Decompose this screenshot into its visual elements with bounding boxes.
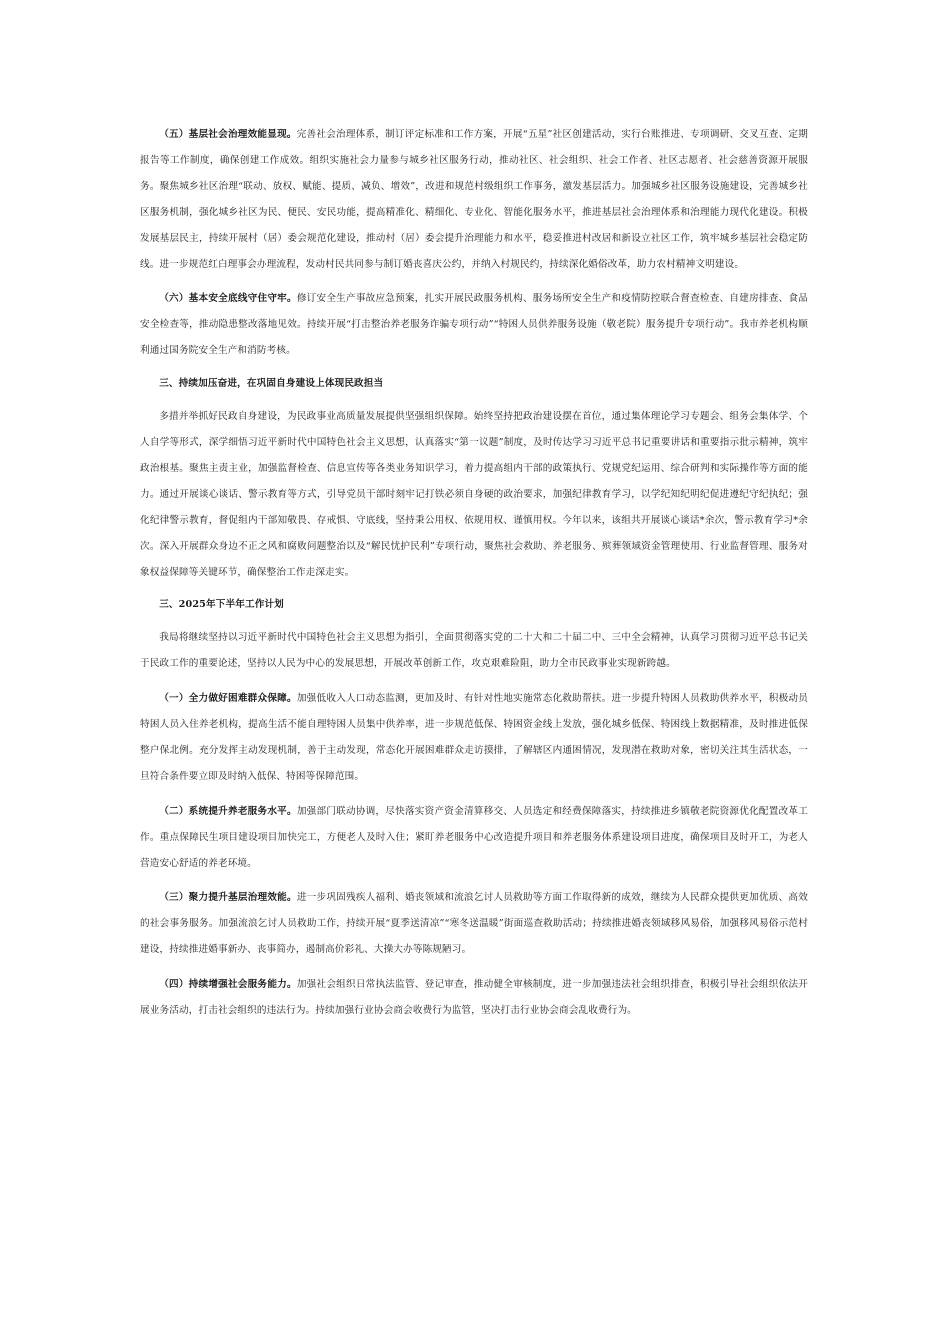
section-heading-self-building: 三、持续加压奋进，在巩固自身建设上体现民政担当 (159, 378, 384, 390)
paragraph-lead: （四）持续增强社会服务能力。 (159, 979, 297, 991)
paragraph-elderly-care (140, 799, 808, 877)
paragraph-grassroots-efficiency (140, 885, 808, 963)
paragraph-grassroots-governance (140, 122, 808, 277)
paragraph-lead: （三）聚力提升基层治理效能。 (159, 892, 297, 904)
paragraph-body: 我局将继续坚持以习近平新时代中国特色社会主义思想为指引，全面贯彻落实党的二十大和二十届二中、三中全会精神，认真学习贯彻习近平总书记关于民政工作的重要论述，坚持以人民为中心的发展思想，开展改革创新工作，攻克艰难险阻，助力全市民政事业实现新跨越。 (140, 632, 808, 670)
paragraph-body: 多措并举抓好民政自身建设，为民政事业高质量发展提供坚强组织保障。始终坚持把政治建设摆在首位，通过集体理论学习专题会、组务会集体学、个人自学等形式，深学细悟习近平新时代中国特色社会主义思想，认真落实“第一议题”制度，及时传达学习习近平总书记重要讲话和重要指示批示精神，筑牢政治根基。聚焦主责主业，加强监督检查、信息宣传等各类业务知识学习，着力提高组内干部的政策执行、党规党纪运用、综合研判和实际操作等方面的能力。通过开展谈心谈话、警示教育等方式，引导党员干部时刻牢记打铁必须自身硬的政治要求，加强纪律教育学习，以学纪知纪明纪促进遵纪守纪执纪；强化纪律警示教育，督促组内干部知敬畏、存戒惧、守底线，坚持秉公用权、依规用权、谨慎用权。今年以来，该组共开展谈心谈话*余次，警示教育学习*余次。深入开展群众身边不正之风和腐败问题整治以及“解民忧护民利”专项行动，聚焦社会救助、养老服务、殡葬领域资金管理使用、行业监督管理、服务对象权益保障等关键环节，确保整治工作走深走实。 (140, 411, 808, 578)
paragraph-needy-groups (140, 686, 808, 790)
paragraph-safety-bottom-line (140, 286, 808, 364)
paragraph-work-plan-intro (140, 625, 808, 677)
paragraph-body: 加强部门联动协调，尽快落实资产资金清算移交、人员选定和经费保障落实，持续推进乡镇敬老院资源优化配置改革工作。重点保障民生项目建设项目加快完工，方便老人及时入住；紧盯养老服务中心改造提升项目和养老服务体系建设项目进度，确保项目及时开工，为老人营造安心舒适的养老环境。 (140, 805, 808, 869)
paragraph-body: 进一步巩固残疾人福利、婚丧领域和流浪乞讨人员救助等方面工作取得新的成效，继续为人民群众提供更加优质、高效的社会事务服务。加强流浪乞讨人员救助工作，持续开展“夏季送清凉”“寒冬送温暖”街面巡查救助活动；持续推进婚丧领域移风易俗，加强移风易俗示范村建设，持续推进婚事新办、丧事简办，遏制高价彩礼、大操大办等陈规陋习。 (140, 892, 808, 956)
paragraph-body: 加强低收入人口动态监测，更加及时、有针对性地实施常态化救助帮扶。进一步提升特困人员救助供养水平，积极动员特困人员入住养老机构，提高生活不能自理特困人员集中供养率，进一步规范低保、特困资金线上发放，强化城乡低保、特困线上数据精准，及时推进低保整户保北例。充分发挥主动发现机制，善于主动发现，常态化开展困难群众走访摸排，了解辖区内通困情况，发现潜在救助对象，密切关注其生活状态，一旦符合条件要立即及时纳入低保、特困等保障范围。 (140, 693, 808, 782)
paragraph-lead: （一）全力做好困难群众保障。 (159, 693, 297, 705)
paragraph-body: 加强社会组织日常执法监管、登记审查，推动健全审核制度，进一步加强违法社会组织排查，积极引导社会组织依法开展业务活动，打击社会组织的违法行为。持续加强行业协会商会收费行为监管，坚决打击行业协会商会乱收费行为。 (140, 979, 808, 1017)
paragraph-body: 修订安全生产事故应急预案，扎实开展民政服务机构、服务场所安全生产和疫情防控联合督查检查、自建房排查、食品安全检查等，推动隐患整改落地见效。持续开展“打击整治养老服务诈骗专项行动”“特困人员供养服务设施（敬老院）服务提升专项行动”。我市养老机构顺利通过国务院安全生产和消防考核。 (140, 293, 808, 357)
paragraph-body: 完善社会治理体系，制订评定标准和工作方案，开展“五星”社区创建活动，实行台账推进、专项调研、交叉互查、定期报告等工作制度，确保创建工作成效。组织实施社会力量参与城乡社区服务行动，推动社区、社会组织、社会工作者、社区志愿者、社会慈善资源开展服务。聚焦城乡社区治理“联动、放权、赋能、提质、减负、增效”，改进和规范村级组织工作事务，激发基层活力。加强城乡社区服务设施建设，完善城乡社区服务机制，强化城乡社区为民、便民、安民功能，提高精准化、精细化、专业化、智能化服务水平，推进基层社会治理体系和治理能力现代化建设。积极发展基层民主，持续开展村（居）委会规范化建设，推动村（居）委会提升治理能力和水平，稳妥推进村改居和新设立社区工作，筑牢城乡基层社会稳定防线。进一步规范红白理事会办理流程，发动村民共同参与制订婚丧喜庆公约，并纳入村规民约，持续深化婚俗改革，助力农村精神文明建设。 (140, 129, 808, 270)
paragraph-lead: （六）基本安全底线守住守牢。 (159, 293, 297, 305)
paragraph-social-services (140, 972, 808, 1024)
paragraph-lead: （五）基层社会治理效能显现。 (159, 129, 297, 140)
paragraph-self-building (140, 404, 808, 585)
section-heading-work-plan: 三、2025年下半年工作计划 (159, 599, 284, 611)
document-page (140, 122, 808, 1024)
paragraph-lead: （二）系统提升养老服务水平。 (159, 805, 297, 817)
